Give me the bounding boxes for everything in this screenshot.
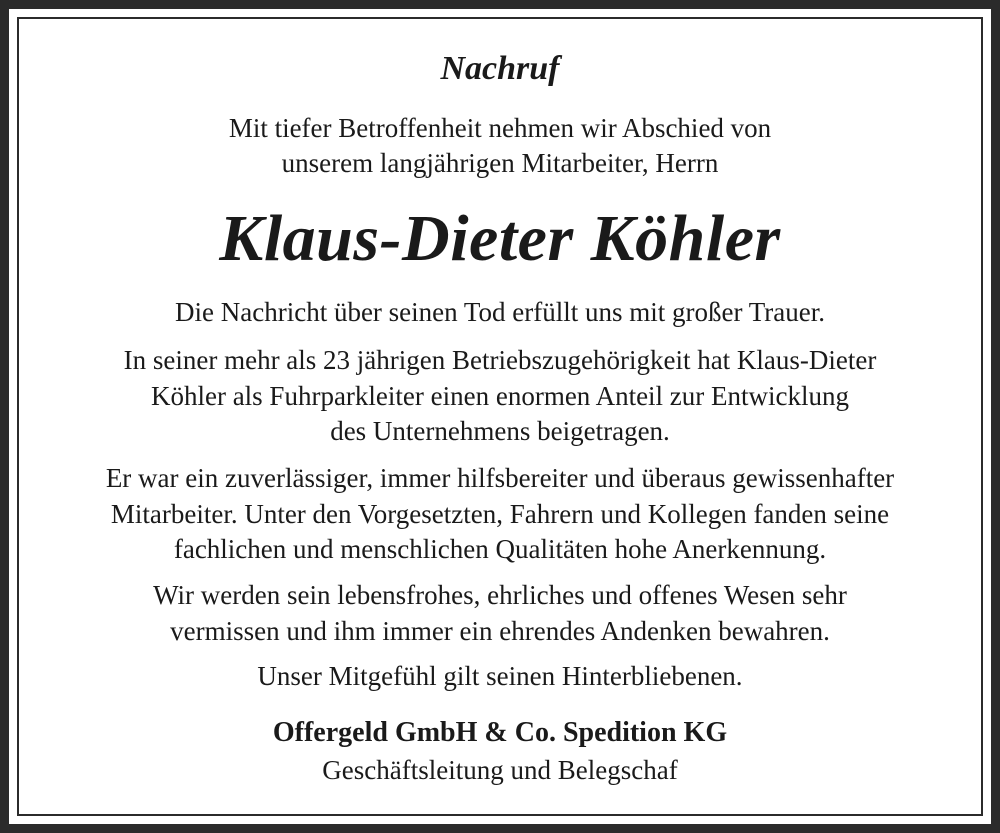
obituary-notice bbox=[19, 19, 981, 814]
paragraph-line: des Unternehmens beigetragen. bbox=[330, 416, 670, 446]
paragraph-line: vermissen und ihm immer ein ehrendes Andenken bewahren. bbox=[170, 615, 830, 646]
notice-heading: Nachruf bbox=[440, 50, 560, 87]
intro-line: Mit tiefer Betroffenheit nehmen wir Abschied von bbox=[228, 113, 772, 143]
signature-line: Geschäftsleitung und Belegschaf bbox=[322, 755, 678, 785]
paragraph-line: Köhler als Fuhrparkleiter einen enormen Anteil zur Entwicklung bbox=[150, 380, 850, 411]
paragraph-remembrance bbox=[19, 578, 981, 649]
paragraph-sympathy bbox=[19, 659, 981, 695]
paragraph-line: Unser Mitgefühl gilt seinen Hinterbliebenen. bbox=[257, 661, 743, 691]
paragraph-career bbox=[19, 343, 981, 450]
intro-line: unserem langjährigen Mitarbeiter, Herrn bbox=[281, 148, 719, 178]
deceased-name: Klaus-Dieter Köhler bbox=[219, 202, 781, 275]
company-name: Offergeld GmbH & Co. Spedition KG bbox=[272, 717, 728, 748]
intro-text bbox=[19, 111, 981, 181]
paragraph-character bbox=[19, 461, 981, 568]
paragraph-condolence bbox=[19, 295, 981, 331]
paragraph-line: Die Nachricht über seinen Tod erfüllt uns mit großer Trauer. bbox=[175, 297, 825, 327]
paragraph-line: fachlichen und menschlichen Qualitäten hohe Anerkennung. bbox=[173, 534, 827, 564]
paragraph-line: Er war ein zuverlässiger, immer hilfsbereiter und überaus gewissenhafter bbox=[105, 463, 895, 493]
paragraph-line: Wir werden sein lebensfrohes, ehrliches und offenes Wesen sehr bbox=[153, 580, 847, 610]
paragraph-line: Mitarbeiter. Unter den Vorgesetzten, Fahrern und Kollegen fanden seine bbox=[110, 498, 890, 529]
paragraph-line: In seiner mehr als 23 jährigen Betriebszugehörigkeit hat Klaus-Dieter bbox=[123, 345, 877, 375]
